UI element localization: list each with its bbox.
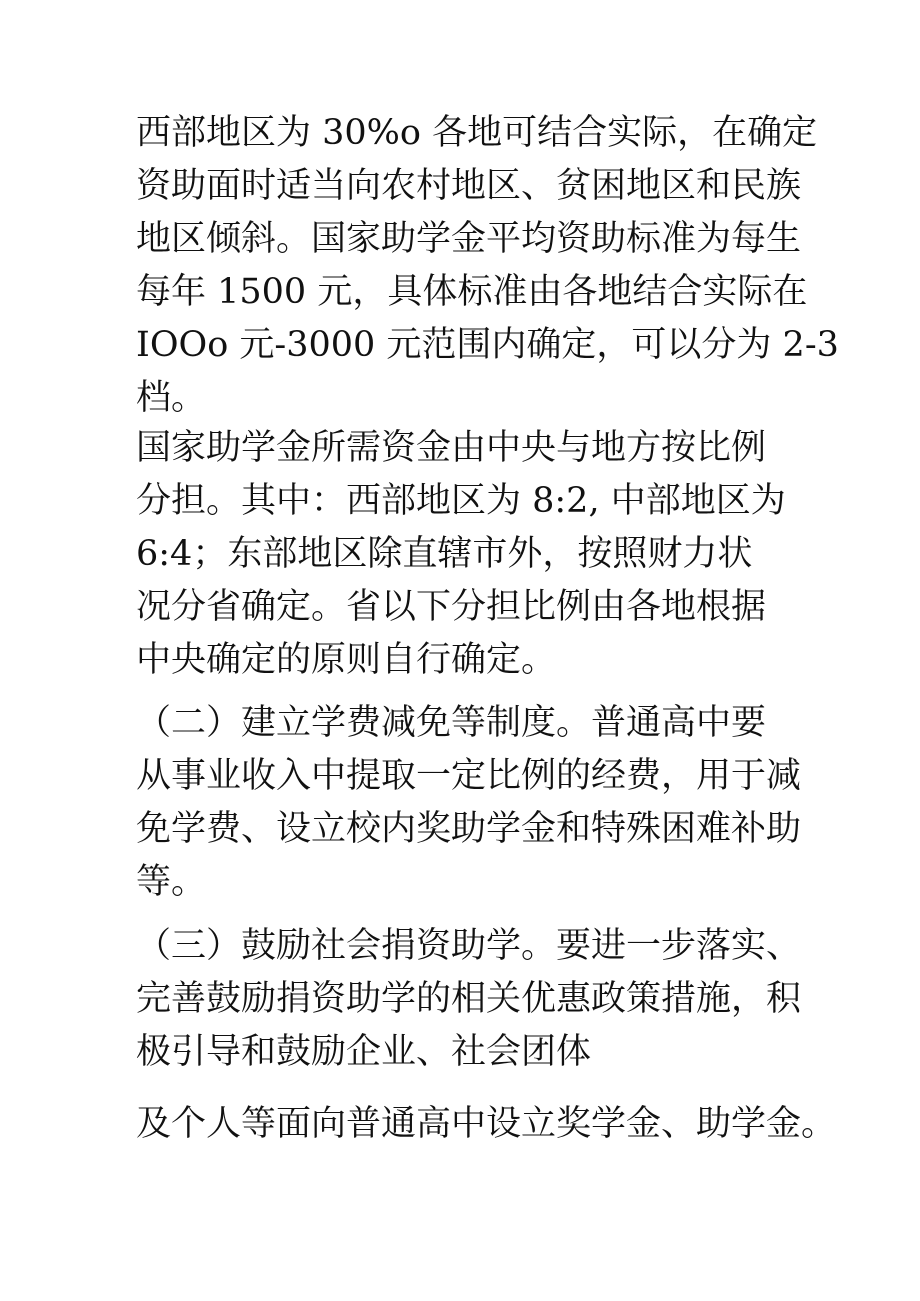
paragraph-4 bbox=[136, 920, 816, 1079]
paragraph-1 bbox=[136, 107, 839, 425]
text-line: 等。 bbox=[136, 862, 207, 902]
text-line: 西部地区为 30%o 各地可结合实际，在确定 bbox=[136, 113, 818, 153]
text-line: 6:4；东部地区除直辖市外，按照财力状 bbox=[136, 534, 753, 574]
text-line: 及个人等面向普通高中设立奖学金、助学金。 bbox=[136, 1104, 837, 1144]
paragraph-3 bbox=[136, 697, 816, 909]
text-line: 完善鼓励捐资助学的相关优惠政策措施，积 bbox=[136, 979, 802, 1019]
text-line: 档。 bbox=[136, 378, 207, 418]
text-line: 极引导和鼓励企业、社会团体 bbox=[136, 1032, 592, 1072]
text-line: 中央确定的原则自行确定。 bbox=[136, 640, 557, 680]
text-line: （二）建立学费减免等制度。普通高中要 bbox=[136, 703, 767, 743]
paragraph-2 bbox=[136, 422, 816, 687]
text-line: 况分省确定。省以下分担比例由各地根据 bbox=[136, 587, 767, 627]
text-line: （三）鼓励社会捐资助学。要进一步落实、 bbox=[136, 926, 802, 966]
text-line: 每年 1500 元，具体标准由各地结合实际在 bbox=[136, 272, 808, 312]
text-line: 地区倾斜。国家助学金平均资助标准为每生 bbox=[136, 219, 802, 259]
paragraph-5 bbox=[136, 1098, 837, 1151]
text-line: IOOo 元-3000 元范围内确定，可以分为 2-3 bbox=[136, 325, 839, 365]
text-line: 分担。其中：西部地区为 8:2, 中部地区为 bbox=[136, 481, 786, 521]
text-line: 国家助学金所需资金由中央与地方按比例 bbox=[136, 428, 767, 468]
text-line: 免学费、设立校内奖助学金和特殊困难补助 bbox=[136, 809, 802, 849]
text-line: 资助面时适当向农村地区、贫困地区和民族 bbox=[136, 166, 802, 206]
text-line: 从事业收入中提取一定比例的经费，用于减 bbox=[136, 756, 802, 796]
